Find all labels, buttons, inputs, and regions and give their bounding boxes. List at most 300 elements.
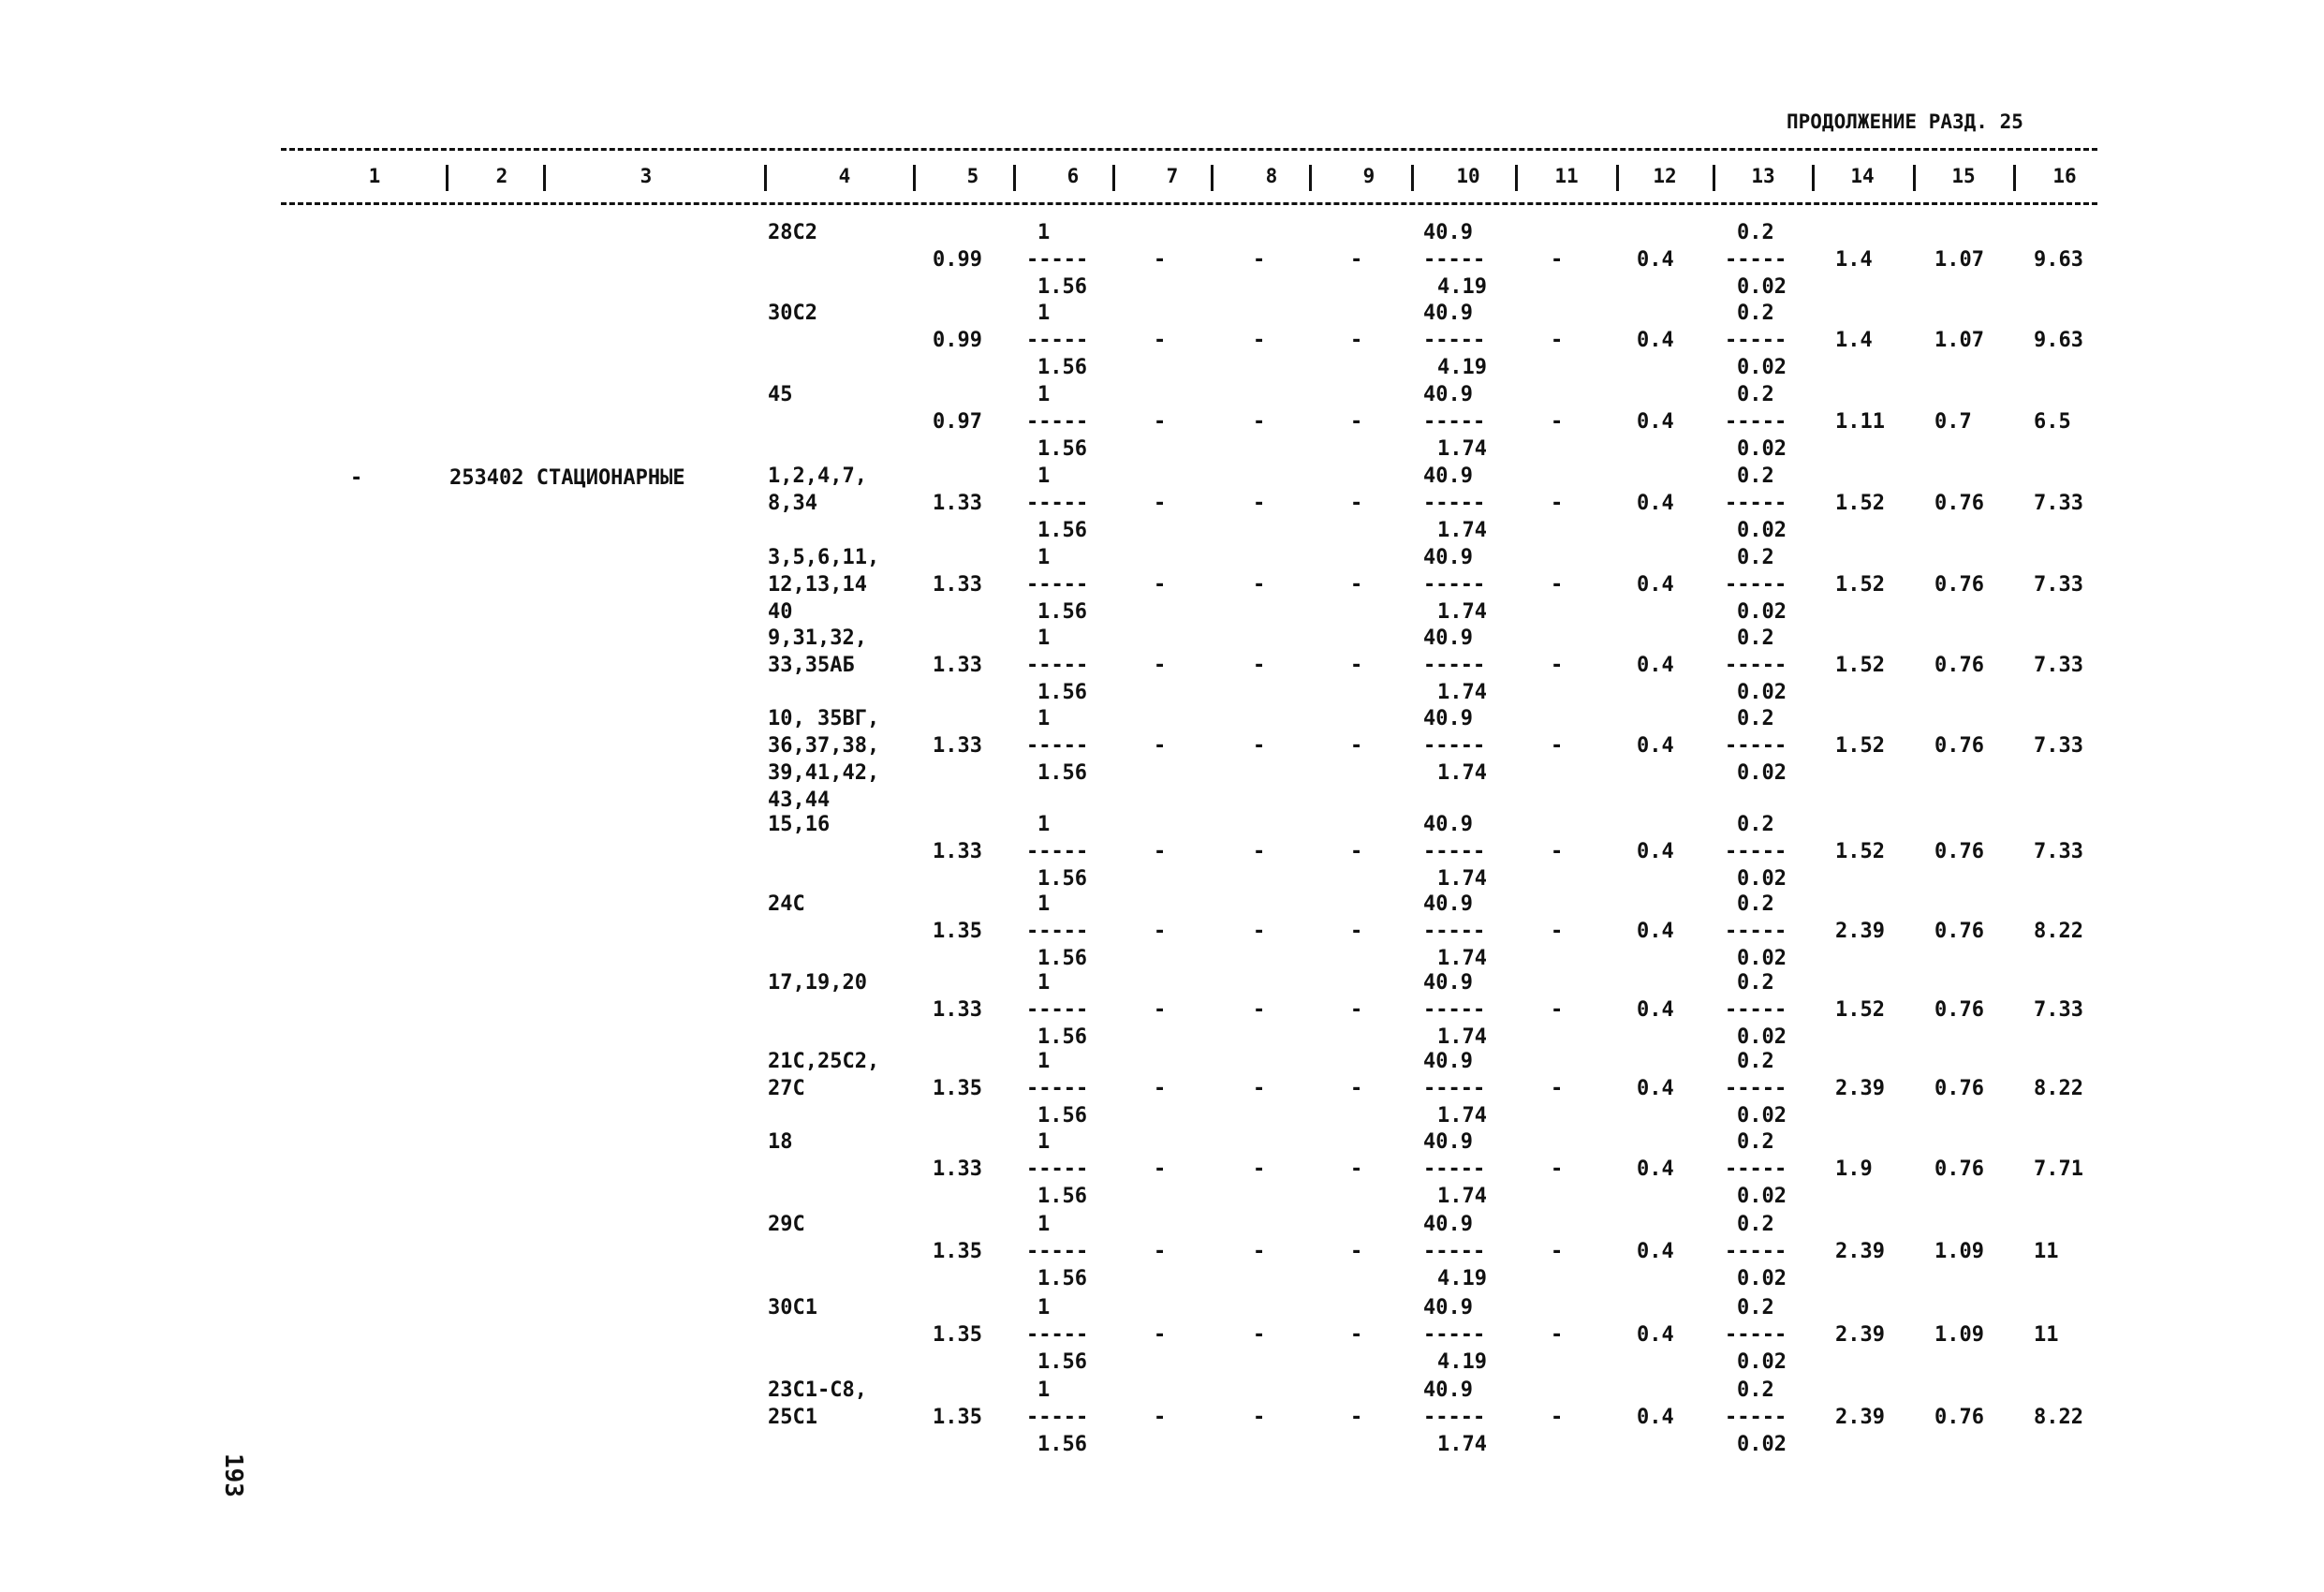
col9-value: - bbox=[1350, 920, 1363, 943]
fraction-bar: ----- bbox=[1725, 329, 1787, 352]
col16-value: 6.5 bbox=[2034, 410, 2071, 434]
column-separator bbox=[913, 165, 916, 191]
fraction-bar: ----- bbox=[1026, 920, 1089, 943]
column-header-6: 6 bbox=[1066, 165, 1080, 187]
col13-numerator: 0.2 bbox=[1737, 383, 1774, 406]
fraction-bar: ----- bbox=[1423, 248, 1486, 272]
col10-numerator: 40.9 bbox=[1423, 546, 1473, 569]
col10-denominator: 1.74 bbox=[1437, 1104, 1487, 1128]
col13-denominator: 0.02 bbox=[1737, 275, 1787, 299]
col6-denominator: 1.56 bbox=[1037, 1433, 1087, 1456]
fraction-bar: ----- bbox=[1423, 1077, 1486, 1100]
col5-value: 1.33 bbox=[933, 734, 982, 758]
col6-numerator: 1 bbox=[1037, 302, 1051, 325]
col7-value: - bbox=[1154, 492, 1167, 515]
designation-line: 30С2 bbox=[768, 302, 817, 325]
col13-denominator: 0.02 bbox=[1737, 437, 1787, 461]
col13-denominator: 0.02 bbox=[1737, 761, 1787, 785]
fraction-bar: ----- bbox=[1725, 492, 1787, 515]
col14-value: 1.52 bbox=[1835, 654, 1885, 677]
column-separator bbox=[1411, 165, 1414, 191]
col7-value: - bbox=[1154, 1077, 1167, 1100]
fraction-bar: ----- bbox=[1725, 840, 1787, 863]
col13-denominator: 0.02 bbox=[1737, 600, 1787, 624]
col10-numerator: 40.9 bbox=[1423, 383, 1473, 406]
col9-value: - bbox=[1350, 1240, 1363, 1263]
fraction-bar: ----- bbox=[1423, 1406, 1486, 1429]
col13-numerator: 0.2 bbox=[1737, 546, 1774, 569]
column-header-13: 13 bbox=[1751, 165, 1775, 187]
col10-denominator: 1.74 bbox=[1437, 1185, 1487, 1208]
col16-value: 8.22 bbox=[2034, 920, 2083, 943]
column-header-16: 16 bbox=[2052, 165, 2077, 187]
col12-value: 0.4 bbox=[1637, 573, 1674, 597]
page-number: 193 bbox=[219, 1453, 247, 1497]
col11-value: - bbox=[1551, 1323, 1564, 1347]
column-separator bbox=[1112, 165, 1115, 191]
col14-value: 1.52 bbox=[1835, 573, 1885, 597]
fraction-bar: ----- bbox=[1026, 840, 1089, 863]
col12-value: 0.4 bbox=[1637, 654, 1674, 677]
col16-value: 9.63 bbox=[2034, 248, 2083, 272]
col11-value: - bbox=[1551, 248, 1564, 272]
fraction-bar: ----- bbox=[1725, 1240, 1787, 1263]
column-separator bbox=[1013, 165, 1016, 191]
col10-numerator: 40.9 bbox=[1423, 464, 1473, 488]
col13-numerator: 0.2 bbox=[1737, 892, 1774, 916]
col7-value: - bbox=[1154, 654, 1167, 677]
col10-numerator: 40.9 bbox=[1423, 626, 1473, 650]
col12-value: 0.4 bbox=[1637, 1157, 1674, 1181]
column-header-14: 14 bbox=[1850, 165, 1875, 187]
col7-value: - bbox=[1154, 998, 1167, 1022]
col10-denominator: 4.19 bbox=[1437, 356, 1487, 379]
section-title: 253402 СТАЦИОНАРНЫЕ bbox=[449, 466, 685, 490]
col10-numerator: 40.9 bbox=[1423, 971, 1473, 995]
col10-denominator: 1.74 bbox=[1437, 437, 1487, 461]
col12-value: 0.4 bbox=[1637, 1240, 1674, 1263]
col6-numerator: 1 bbox=[1037, 626, 1051, 650]
col16-value: 7.33 bbox=[2034, 573, 2083, 597]
col11-value: - bbox=[1551, 1157, 1564, 1181]
header-bottom-rule bbox=[281, 202, 2097, 205]
col10-denominator: 1.74 bbox=[1437, 1025, 1487, 1049]
fraction-bar: ----- bbox=[1423, 1323, 1486, 1347]
col11-value: - bbox=[1551, 920, 1564, 943]
designation-line: 12,13,14 bbox=[768, 573, 867, 597]
designation-line: 18 bbox=[768, 1130, 793, 1154]
col10-numerator: 40.9 bbox=[1423, 707, 1473, 730]
col6-denominator: 1.56 bbox=[1037, 356, 1087, 379]
col8-value: - bbox=[1253, 920, 1266, 943]
col9-value: - bbox=[1350, 998, 1363, 1022]
fraction-bar: ----- bbox=[1725, 410, 1787, 434]
col5-value: 0.97 bbox=[933, 410, 982, 434]
col7-value: - bbox=[1154, 734, 1167, 758]
col8-value: - bbox=[1253, 573, 1266, 597]
column-header-5: 5 bbox=[966, 165, 979, 187]
col14-value: 1.4 bbox=[1835, 329, 1873, 352]
col5-value: 1.35 bbox=[933, 1406, 982, 1429]
fraction-bar: ----- bbox=[1725, 734, 1787, 758]
column-header-9: 9 bbox=[1362, 165, 1375, 187]
col6-numerator: 1 bbox=[1037, 383, 1051, 406]
col12-value: 0.4 bbox=[1637, 840, 1674, 863]
col7-value: - bbox=[1154, 573, 1167, 597]
col15-value: 0.7 bbox=[1934, 410, 1972, 434]
col6-denominator: 1.56 bbox=[1037, 275, 1087, 299]
col10-numerator: 40.9 bbox=[1423, 302, 1473, 325]
col10-denominator: 1.74 bbox=[1437, 600, 1487, 624]
col6-denominator: 1.56 bbox=[1037, 761, 1087, 785]
col15-value: 0.76 bbox=[1934, 1157, 1984, 1181]
col14-value: 2.39 bbox=[1835, 1077, 1885, 1100]
col10-denominator: 4.19 bbox=[1437, 275, 1487, 299]
col6-denominator: 1.56 bbox=[1037, 1185, 1087, 1208]
col6-denominator: 1.56 bbox=[1037, 1350, 1087, 1374]
column-header-1: 1 bbox=[368, 165, 381, 187]
col5-value: 1.33 bbox=[933, 492, 982, 515]
col11-value: - bbox=[1551, 410, 1564, 434]
col10-denominator: 1.74 bbox=[1437, 1433, 1487, 1456]
col10-numerator: 40.9 bbox=[1423, 813, 1473, 836]
col13-numerator: 0.2 bbox=[1737, 1296, 1774, 1319]
col15-value: 0.76 bbox=[1934, 1077, 1984, 1100]
designation-line: 29С bbox=[768, 1213, 805, 1236]
designation-line: 30С1 bbox=[768, 1296, 817, 1319]
col7-value: - bbox=[1154, 920, 1167, 943]
fraction-bar: ----- bbox=[1725, 920, 1787, 943]
col9-value: - bbox=[1350, 734, 1363, 758]
designation-line: 15,16 bbox=[768, 813, 831, 836]
col5-value: 1.33 bbox=[933, 840, 982, 863]
fraction-bar: ----- bbox=[1725, 654, 1787, 677]
col13-denominator: 0.02 bbox=[1737, 681, 1787, 704]
col6-denominator: 1.56 bbox=[1037, 437, 1087, 461]
col6-denominator: 1.56 bbox=[1037, 947, 1087, 970]
col5-value: 0.99 bbox=[933, 248, 982, 272]
fraction-bar: ----- bbox=[1026, 998, 1089, 1022]
col6-numerator: 1 bbox=[1037, 1050, 1051, 1073]
column-separator bbox=[543, 165, 546, 191]
col13-numerator: 0.2 bbox=[1737, 707, 1774, 730]
fraction-bar: ----- bbox=[1423, 734, 1486, 758]
designation-line: 8,34 bbox=[768, 492, 817, 515]
col9-value: - bbox=[1350, 1077, 1363, 1100]
col14-value: 1.9 bbox=[1835, 1157, 1873, 1181]
col15-value: 0.76 bbox=[1934, 654, 1984, 677]
col6-numerator: 1 bbox=[1037, 1378, 1051, 1402]
col13-denominator: 0.02 bbox=[1737, 1104, 1787, 1128]
col16-value: 7.71 bbox=[2034, 1157, 2083, 1181]
col10-numerator: 40.9 bbox=[1423, 221, 1473, 244]
col14-value: 2.39 bbox=[1835, 1323, 1885, 1347]
col7-value: - bbox=[1154, 329, 1167, 352]
fraction-bar: ----- bbox=[1423, 1240, 1486, 1263]
col6-numerator: 1 bbox=[1037, 1130, 1051, 1154]
col16-value: 9.63 bbox=[2034, 329, 2083, 352]
col14-value: 2.39 bbox=[1835, 920, 1885, 943]
col13-numerator: 0.2 bbox=[1737, 221, 1774, 244]
col6-denominator: 1.56 bbox=[1037, 600, 1087, 624]
col11-value: - bbox=[1551, 1406, 1564, 1429]
col13-denominator: 0.02 bbox=[1737, 519, 1787, 542]
designation-line: 21С,25С2, bbox=[768, 1050, 880, 1073]
designation-line: 40 bbox=[768, 600, 793, 624]
column-header-3: 3 bbox=[640, 165, 653, 187]
fraction-bar: ----- bbox=[1026, 1406, 1089, 1429]
fraction-bar: ----- bbox=[1725, 1406, 1787, 1429]
col11-value: - bbox=[1551, 1077, 1564, 1100]
col16-value: 8.22 bbox=[2034, 1077, 2083, 1100]
fraction-bar: ----- bbox=[1725, 1077, 1787, 1100]
fraction-bar: ----- bbox=[1423, 410, 1486, 434]
col10-denominator: 1.74 bbox=[1437, 519, 1487, 542]
col5-value: 1.35 bbox=[933, 920, 982, 943]
col11-value: - bbox=[1551, 329, 1564, 352]
fraction-bar: ----- bbox=[1725, 248, 1787, 272]
col13-numerator: 0.2 bbox=[1737, 1213, 1774, 1236]
col7-value: - bbox=[1154, 1323, 1167, 1347]
column-separator bbox=[1309, 165, 1312, 191]
col5-value: 1.33 bbox=[933, 1157, 982, 1181]
col15-value: 1.09 bbox=[1934, 1323, 1984, 1347]
fraction-bar: ----- bbox=[1423, 329, 1486, 352]
col5-value: 1.35 bbox=[933, 1077, 982, 1100]
col16-value: 8.22 bbox=[2034, 1406, 2083, 1429]
col5-value: 1.33 bbox=[933, 573, 982, 597]
col12-value: 0.4 bbox=[1637, 1406, 1674, 1429]
designation-line: 27С bbox=[768, 1077, 805, 1100]
col14-value: 1.11 bbox=[1835, 410, 1885, 434]
col6-numerator: 1 bbox=[1037, 1296, 1051, 1319]
col10-numerator: 40.9 bbox=[1423, 1378, 1473, 1402]
col9-value: - bbox=[1350, 1406, 1363, 1429]
column-separator bbox=[1913, 165, 1916, 191]
col9-value: - bbox=[1350, 1323, 1363, 1347]
col9-value: - bbox=[1350, 840, 1363, 863]
fraction-bar: ----- bbox=[1725, 1157, 1787, 1181]
col9-value: - bbox=[1350, 573, 1363, 597]
col14-value: 2.39 bbox=[1835, 1240, 1885, 1263]
col12-value: 0.4 bbox=[1637, 734, 1674, 758]
col13-denominator: 0.02 bbox=[1737, 356, 1787, 379]
col8-value: - bbox=[1253, 654, 1266, 677]
column-header-7: 7 bbox=[1166, 165, 1179, 187]
column-separator bbox=[764, 165, 767, 191]
col13-denominator: 0.02 bbox=[1737, 1267, 1787, 1290]
column-separator bbox=[1812, 165, 1815, 191]
section-marker: - bbox=[350, 466, 363, 490]
col13-denominator: 0.02 bbox=[1737, 947, 1787, 970]
designation-line: 28С2 bbox=[768, 221, 817, 244]
col13-denominator: 0.02 bbox=[1737, 1185, 1787, 1208]
col14-value: 1.4 bbox=[1835, 248, 1873, 272]
col15-value: 0.76 bbox=[1934, 573, 1984, 597]
fraction-bar: ----- bbox=[1423, 492, 1486, 515]
fraction-bar: ----- bbox=[1026, 248, 1089, 272]
col16-value: 7.33 bbox=[2034, 998, 2083, 1022]
col8-value: - bbox=[1253, 329, 1266, 352]
col6-denominator: 1.56 bbox=[1037, 1025, 1087, 1049]
col10-numerator: 40.9 bbox=[1423, 1130, 1473, 1154]
col16-value: 11 bbox=[2034, 1323, 2059, 1347]
col16-value: 7.33 bbox=[2034, 734, 2083, 758]
col12-value: 0.4 bbox=[1637, 492, 1674, 515]
col6-numerator: 1 bbox=[1037, 221, 1051, 244]
fraction-bar: ----- bbox=[1423, 1157, 1486, 1181]
designation-line: 36,37,38, bbox=[768, 734, 880, 758]
col12-value: 0.4 bbox=[1637, 329, 1674, 352]
col13-numerator: 0.2 bbox=[1737, 464, 1774, 488]
col7-value: - bbox=[1154, 1157, 1167, 1181]
col8-value: - bbox=[1253, 840, 1266, 863]
col6-numerator: 1 bbox=[1037, 813, 1051, 836]
col6-numerator: 1 bbox=[1037, 707, 1051, 730]
col10-numerator: 40.9 bbox=[1423, 1296, 1473, 1319]
designation-line: 25С1 bbox=[768, 1406, 817, 1429]
fraction-bar: ----- bbox=[1026, 573, 1089, 597]
col16-value: 7.33 bbox=[2034, 840, 2083, 863]
col6-denominator: 1.56 bbox=[1037, 867, 1087, 891]
col6-numerator: 1 bbox=[1037, 464, 1051, 488]
designation-line: 17,19,20 bbox=[768, 971, 867, 995]
col12-value: 0.4 bbox=[1637, 248, 1674, 272]
col10-denominator: 1.74 bbox=[1437, 761, 1487, 785]
col11-value: - bbox=[1551, 734, 1564, 758]
col12-value: 0.4 bbox=[1637, 998, 1674, 1022]
designation-line: 23С1-С8, bbox=[768, 1378, 867, 1402]
col7-value: - bbox=[1154, 1406, 1167, 1429]
col15-value: 0.76 bbox=[1934, 734, 1984, 758]
col14-value: 1.52 bbox=[1835, 998, 1885, 1022]
col5-value: 1.35 bbox=[933, 1323, 982, 1347]
col5-value: 1.33 bbox=[933, 998, 982, 1022]
col14-value: 1.52 bbox=[1835, 840, 1885, 863]
col15-value: 0.76 bbox=[1934, 920, 1984, 943]
header-top-rule bbox=[281, 148, 2097, 151]
col15-value: 0.76 bbox=[1934, 1406, 1984, 1429]
col6-numerator: 1 bbox=[1037, 971, 1051, 995]
column-header-12: 12 bbox=[1653, 165, 1677, 187]
fraction-bar: ----- bbox=[1423, 920, 1486, 943]
fraction-bar: ----- bbox=[1026, 1323, 1089, 1347]
col15-value: 0.76 bbox=[1934, 998, 1984, 1022]
column-separator bbox=[1616, 165, 1619, 191]
col5-value: 0.99 bbox=[933, 329, 982, 352]
col13-denominator: 0.02 bbox=[1737, 1433, 1787, 1456]
col6-denominator: 1.56 bbox=[1037, 519, 1087, 542]
col13-numerator: 0.2 bbox=[1737, 813, 1774, 836]
col8-value: - bbox=[1253, 410, 1266, 434]
column-header-15: 15 bbox=[1951, 165, 1976, 187]
col6-numerator: 1 bbox=[1037, 1213, 1051, 1236]
page-title: ПРОДОЛЖЕНИЕ РАЗД. 25 bbox=[1787, 111, 2023, 133]
col5-value: 1.33 bbox=[933, 654, 982, 677]
designation-line: 24С bbox=[768, 892, 805, 916]
column-separator bbox=[2013, 165, 2016, 191]
col11-value: - bbox=[1551, 654, 1564, 677]
col10-denominator: 1.74 bbox=[1437, 867, 1487, 891]
col15-value: 0.76 bbox=[1934, 840, 1984, 863]
fraction-bar: ----- bbox=[1026, 1077, 1089, 1100]
column-header-11: 11 bbox=[1554, 165, 1579, 187]
col8-value: - bbox=[1253, 998, 1266, 1022]
fraction-bar: ----- bbox=[1026, 734, 1089, 758]
col9-value: - bbox=[1350, 410, 1363, 434]
col15-value: 1.07 bbox=[1934, 329, 1984, 352]
col11-value: - bbox=[1551, 840, 1564, 863]
designation-line: 39,41,42, bbox=[768, 761, 880, 785]
designation-line: 10, 35ВГ, bbox=[768, 707, 880, 730]
col5-value: 1.35 bbox=[933, 1240, 982, 1263]
fraction-bar: ----- bbox=[1026, 1157, 1089, 1181]
col16-value: 11 bbox=[2034, 1240, 2059, 1263]
fraction-bar: ----- bbox=[1423, 573, 1486, 597]
col6-numerator: 1 bbox=[1037, 892, 1051, 916]
designation-line: 45 bbox=[768, 383, 793, 406]
col14-value: 1.52 bbox=[1835, 734, 1885, 758]
col12-value: 0.4 bbox=[1637, 410, 1674, 434]
column-header-2: 2 bbox=[495, 165, 508, 187]
fraction-bar: ----- bbox=[1725, 573, 1787, 597]
col6-numerator: 1 bbox=[1037, 546, 1051, 569]
column-header-8: 8 bbox=[1265, 165, 1278, 187]
designation-line: 33,35АБ bbox=[768, 654, 855, 677]
col7-value: - bbox=[1154, 840, 1167, 863]
fraction-bar: ----- bbox=[1026, 329, 1089, 352]
column-separator bbox=[1713, 165, 1715, 191]
col13-numerator: 0.2 bbox=[1737, 1130, 1774, 1154]
col6-denominator: 1.56 bbox=[1037, 1104, 1087, 1128]
fraction-bar: ----- bbox=[1026, 492, 1089, 515]
col13-numerator: 0.2 bbox=[1737, 971, 1774, 995]
designation-line: 1,2,4,7, bbox=[768, 464, 867, 488]
fraction-bar: ----- bbox=[1026, 410, 1089, 434]
col10-denominator: 4.19 bbox=[1437, 1267, 1487, 1290]
col15-value: 1.07 bbox=[1934, 248, 1984, 272]
col16-value: 7.33 bbox=[2034, 492, 2083, 515]
column-separator bbox=[446, 165, 449, 191]
fraction-bar: ----- bbox=[1725, 1323, 1787, 1347]
designation-line: 3,5,6,11, bbox=[768, 546, 880, 569]
col8-value: - bbox=[1253, 1077, 1266, 1100]
col6-denominator: 1.56 bbox=[1037, 681, 1087, 704]
col9-value: - bbox=[1350, 248, 1363, 272]
col11-value: - bbox=[1551, 492, 1564, 515]
col9-value: - bbox=[1350, 1157, 1363, 1181]
col7-value: - bbox=[1154, 248, 1167, 272]
col16-value: 7.33 bbox=[2034, 654, 2083, 677]
col7-value: - bbox=[1154, 410, 1167, 434]
column-header-4: 4 bbox=[838, 165, 851, 187]
fraction-bar: ----- bbox=[1423, 998, 1486, 1022]
col11-value: - bbox=[1551, 1240, 1564, 1263]
col13-denominator: 0.02 bbox=[1737, 1350, 1787, 1374]
col9-value: - bbox=[1350, 329, 1363, 352]
col6-denominator: 1.56 bbox=[1037, 1267, 1087, 1290]
col8-value: - bbox=[1253, 734, 1266, 758]
column-separator bbox=[1211, 165, 1213, 191]
col10-numerator: 40.9 bbox=[1423, 892, 1473, 916]
col12-value: 0.4 bbox=[1637, 1323, 1674, 1347]
col11-value: - bbox=[1551, 998, 1564, 1022]
column-header-10: 10 bbox=[1456, 165, 1480, 187]
col8-value: - bbox=[1253, 1157, 1266, 1181]
col8-value: - bbox=[1253, 248, 1266, 272]
col10-denominator: 1.74 bbox=[1437, 947, 1487, 970]
col13-denominator: 0.02 bbox=[1737, 867, 1787, 891]
